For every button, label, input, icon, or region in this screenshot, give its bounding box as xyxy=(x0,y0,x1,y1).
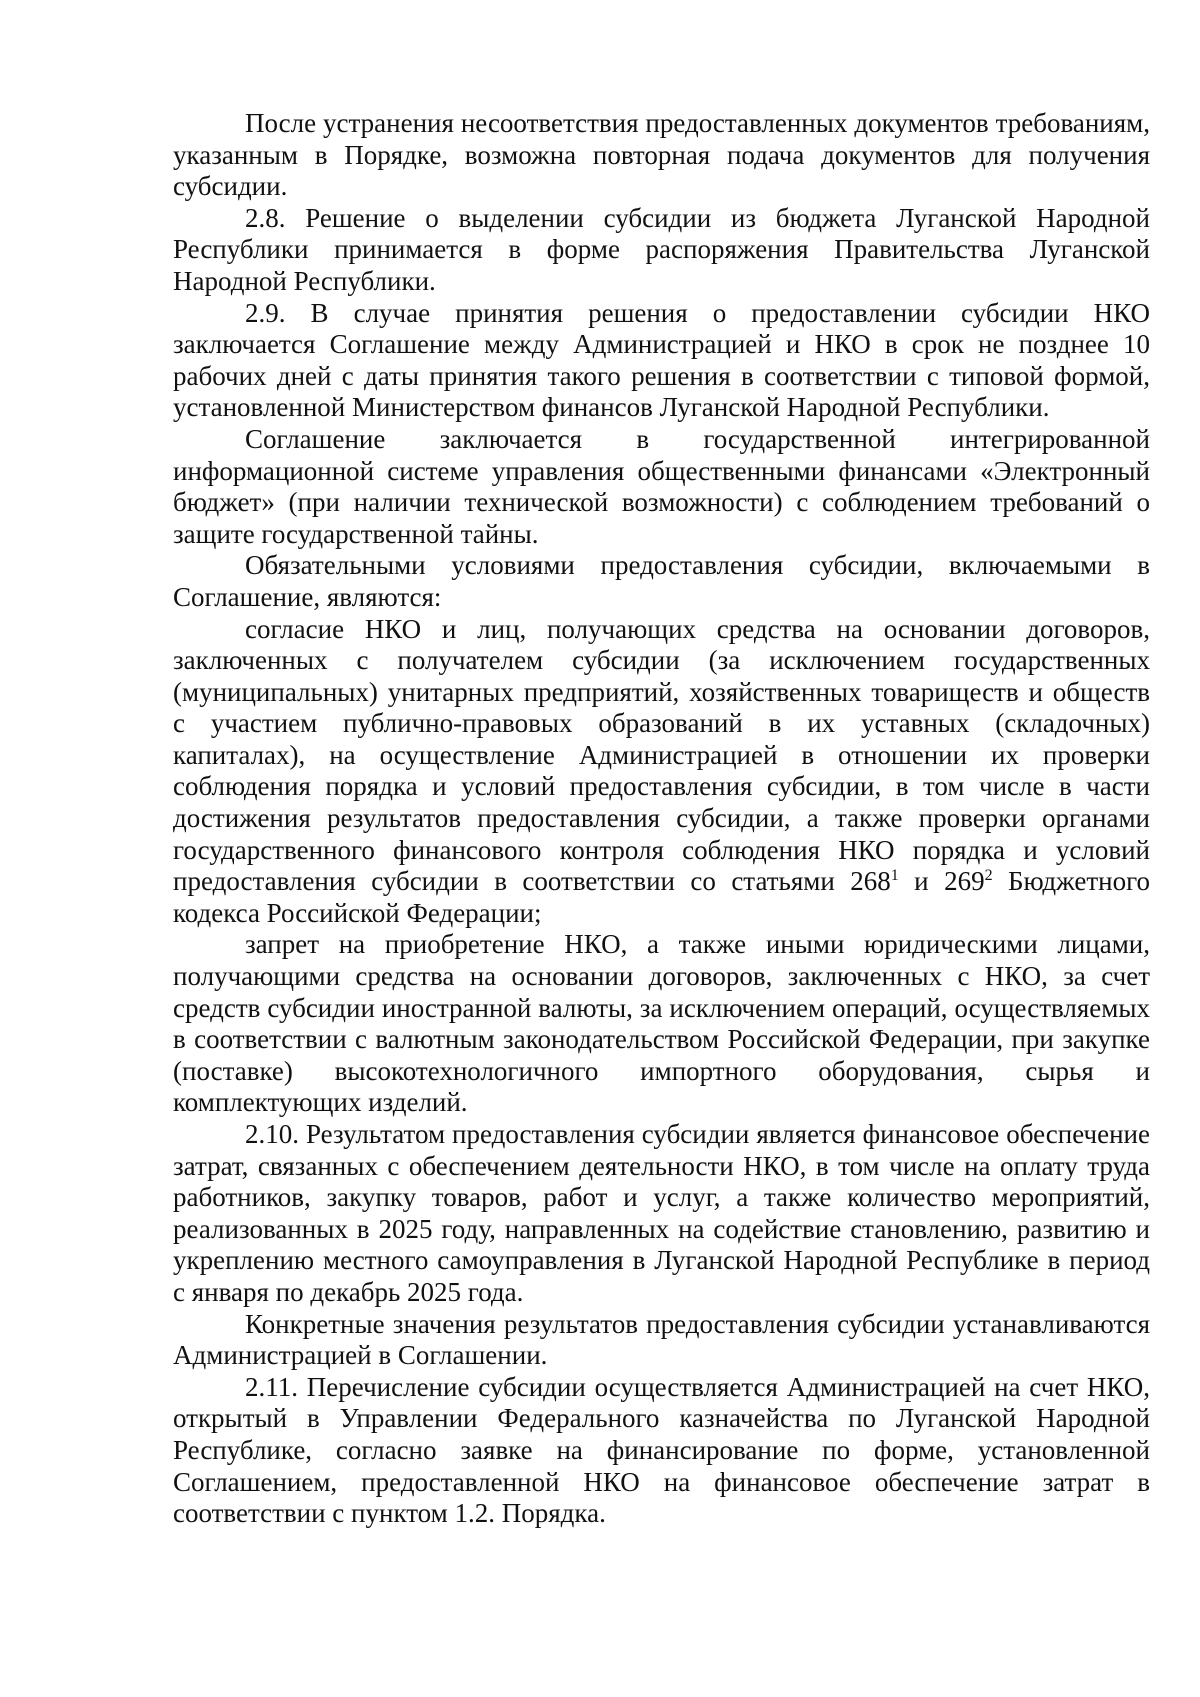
paragraph-2-8: 2.8. Решение о выделении субсидии из бюджета Луганской Народной Республики принимается в форме распоряжения Правительства Луганской Народной Республики. xyxy=(173,202,1150,296)
consent-superscript-1: 1 xyxy=(890,867,899,885)
paragraph-currency-prohibition: запрет на приобретение НКО, а также иными юридическими лицами, получающими средства на основании договоров, заключенных с НКО, за счет средств субсидии иностранной валюты, за исключением операций, осуществляемых в соответствии с валютным законодательством Российской Федерации, при закупке (поставке) высокотехнологичного импортного оборудования, сырья и комплектующих изделий. xyxy=(173,929,1150,1118)
document-page xyxy=(173,108,1150,1530)
paragraph-result-values: Конкретные значения результатов предоставления субсидии устанавливаются Администрацией в Соглашении. xyxy=(173,1308,1150,1371)
paragraph-resubmission: После устранения несоответствия предоставленных документов требованиям, указанным в Порядке, возможна повторная подача документов для получения субсидии. xyxy=(173,108,1150,202)
consent-superscript-2: 2 xyxy=(984,867,993,885)
consent-text-after: Бюджетного кодекса Российской Федерации; xyxy=(173,866,1150,928)
consent-text-before: согласие НКО и лиц, получающих средства на основании договоров, заключенных с получателем субсидии (за исключением государственных (муниципальных) унитарных предприятий, хозяйственных товариществ и обществ с участием публично-правовых образований в их уставных (складочных) капиталах), на осуществление Администрацией в отношении их проверки соблюдения порядка и условий предоставления субсидии, в том числе в части достижения результатов предоставления субсидии, а также проверки органами государственного финансового контроля соблюдения НКО порядка и условий предоставления субсидии в соответствии со статьями 268 xyxy=(173,613,1150,897)
paragraph-2-9: 2.9. В случае принятия решения о предоставлении субсидии НКО заключается Соглашение между Администрацией и НКО в срок не позднее 10 рабочих дней с даты принятия такого решения в соответствии с типовой формой, установленной Министерством финансов Луганской Народной Республики. xyxy=(173,297,1150,423)
paragraph-2-10: 2.10. Результатом предоставления субсидии является финансовое обеспечение затрат, связанных с обеспечением деятельности НКО, в том числе на оплату труда работников, закупку товаров, работ и услуг, а также количество мероприятий, реализованных в 2025 году, направленных на содействие становлению, развитию и укреплению местного самоуправления в Луганской Народной Республике в период с января по декабрь 2025 года. xyxy=(173,1119,1150,1307)
consent-text-middle: и 269 xyxy=(898,866,985,897)
paragraph-mandatory-conditions: Обязательными условиями предоставления субсидии, включаемыми в Соглашение, являются: xyxy=(173,550,1150,612)
paragraph-2-11: 2.11. Перечисление субсидии осуществляется Администрацией на счет НКО, открытый в Управлении Федерального казначейства по Луганской Народной Республике, согласно заявке на финансирование по форме, установленной Соглашением, предоставленной НКО на финансовое обеспечение затрат в соответствии с пунктом 1.2. Порядка. xyxy=(173,1371,1150,1529)
paragraph-consent xyxy=(173,614,1150,930)
paragraph-agreement-system: Соглашение заключается в государственной интегрированной информационной системе управления общественными финансами «Электронный бюджет» (при наличии технической возможности) с соблюдением требований о защите государственной тайны. xyxy=(173,423,1150,549)
